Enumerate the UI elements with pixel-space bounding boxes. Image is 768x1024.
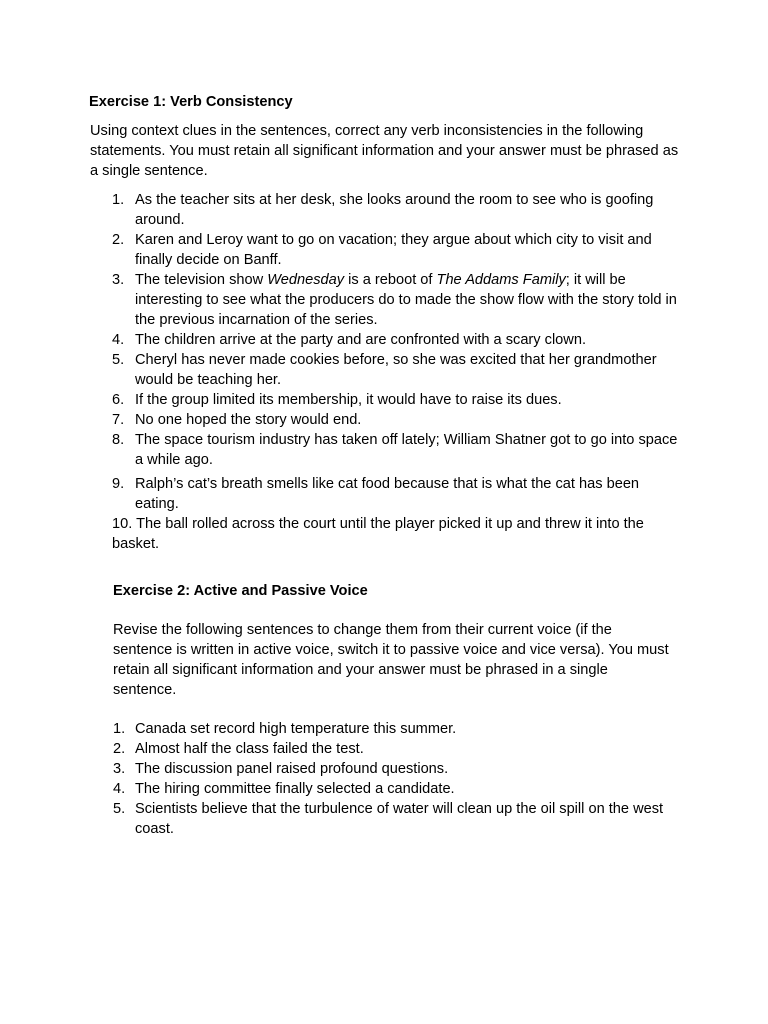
exercise-1-instructions: Using context clues in the sentences, correct any verb inconsistencies in the following statements. You must retain all significant information and your answer must be phrased as a single sentence. xyxy=(90,123,679,179)
list-item xyxy=(113,799,673,839)
list-item-text: Scientists believe that the turbulence of water will clean up the oil spill on the west coast. xyxy=(135,801,664,837)
list-item-text: The hiring committee finally selected a candidate. xyxy=(135,781,455,797)
list-item-number: 6. xyxy=(112,392,125,408)
list-item-number: 3. xyxy=(113,761,126,777)
list-item-number: 8. xyxy=(112,432,125,448)
list-item-text: No one hoped the story would end. xyxy=(135,412,362,428)
list-item xyxy=(112,330,680,350)
list-item xyxy=(112,350,680,390)
list-item-text: If the group limited its membership, it would have to raise its dues. xyxy=(135,392,562,408)
list-item xyxy=(112,514,680,554)
list-item xyxy=(112,270,680,330)
exercise-2-section xyxy=(113,581,673,839)
text-segment: ; it will be interesting to see what the producers do to made the show flow with the story told in the previous incarnation of the series. xyxy=(135,272,677,328)
list-item-text: The ball rolled across the court until the player picked it up and threw it into the basket. xyxy=(112,516,644,552)
exercise-2-heading: Exercise 2: Active and Passive Voice xyxy=(113,583,368,599)
exercise-1-heading: Exercise 1: Verb Consistency xyxy=(89,94,293,110)
list-item-number: 1. xyxy=(113,721,126,737)
list-item-text: Canada set record high temperature this summer. xyxy=(135,721,457,737)
list-item-number: 2. xyxy=(113,741,126,757)
list-item-number: 2. xyxy=(112,232,125,248)
list-item-number: 4. xyxy=(113,781,126,797)
list-item-text: The space tourism industry has taken off lately; William Shatner got to go into space a while ago. xyxy=(135,432,678,468)
exercise-1-list xyxy=(112,190,680,554)
text-segment: is a reboot of xyxy=(344,272,437,288)
list-item-text: As the teacher sits at her desk, she looks around the room to see who is goofing around. xyxy=(135,192,654,228)
list-item-number: 5. xyxy=(113,801,126,817)
list-item xyxy=(113,759,673,779)
exercise-2-instructions: Revise the following sentences to change them from their current voice (if the sentence is written in active voice, switch it to passive voice and vice versa). You must retain all significant information and your answer must be phrased in a single sentence. xyxy=(113,622,669,698)
list-item-text: The children arrive at the party and are confronted with a scary clown. xyxy=(135,332,587,348)
list-item xyxy=(113,739,673,759)
list-item xyxy=(113,779,673,799)
list-item-number: 5. xyxy=(112,352,125,368)
list-item xyxy=(112,474,680,514)
list-item-text: Cheryl has never made cookies before, so she was excited that her grandmother would be teaching her. xyxy=(135,352,657,388)
list-item-number: 10. xyxy=(112,516,133,532)
list-item xyxy=(113,719,673,739)
list-item-text: Almost half the class failed the test. xyxy=(135,741,364,757)
list-item xyxy=(112,230,680,270)
list-item xyxy=(112,430,680,470)
list-item xyxy=(112,410,680,430)
list-item-number: 1. xyxy=(112,192,125,208)
list-item-text: The discussion panel raised profound questions. xyxy=(135,761,449,777)
list-item-number: 3. xyxy=(112,272,125,288)
show-title-italic: Wednesday xyxy=(267,272,345,288)
show-title-italic: The Addams Family xyxy=(436,272,566,288)
text-segment: The television show xyxy=(135,272,268,288)
list-item xyxy=(112,190,680,230)
exercise-2-list xyxy=(113,719,673,839)
list-item-text: Karen and Leroy want to go on vacation; they argue about which city to visit and finally decide on Banff. xyxy=(135,232,652,268)
list-item-number: 9. xyxy=(112,476,125,492)
exercise-1-section xyxy=(90,92,680,554)
list-item-text xyxy=(135,270,680,330)
list-item xyxy=(112,390,680,410)
list-item-number: 7. xyxy=(112,412,125,428)
list-item-number: 4. xyxy=(112,332,125,348)
list-item-text: Ralph’s cat’s breath smells like cat food because that is what the cat has been eating. xyxy=(135,476,640,512)
